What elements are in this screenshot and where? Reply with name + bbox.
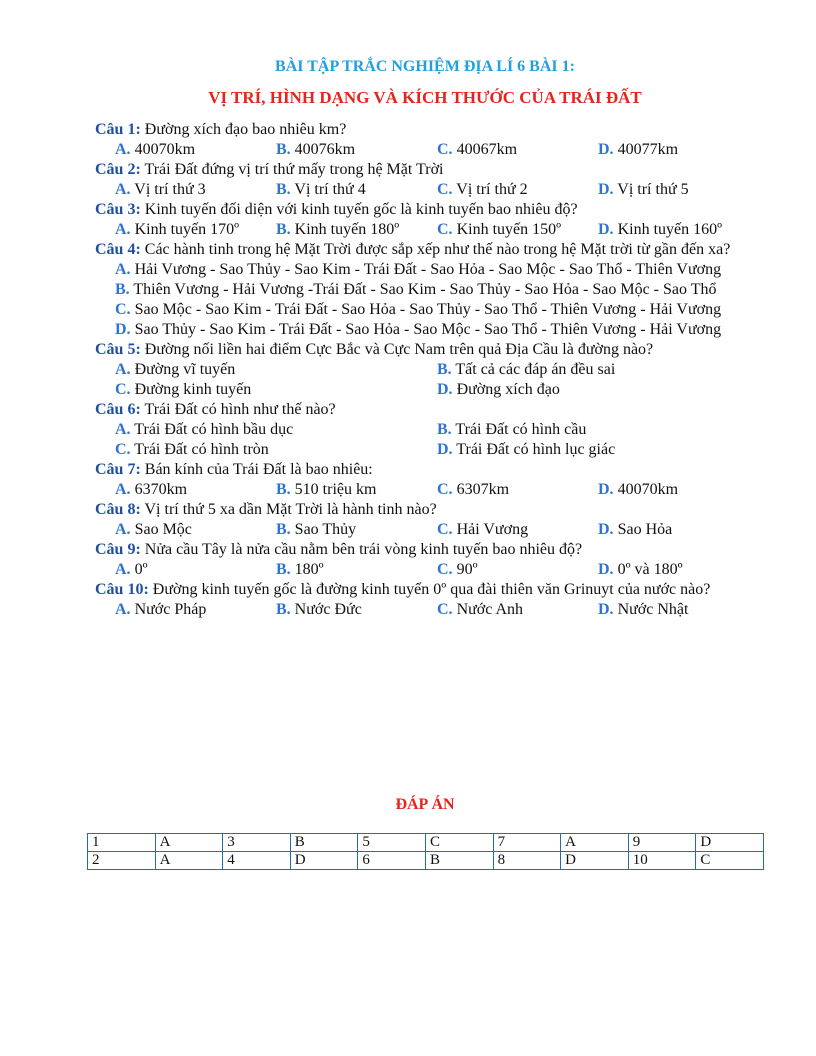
option-d: D. 40077km [598, 141, 679, 158]
question-label: Câu 6: [95, 401, 141, 418]
option-b: B. Kinh tuyến 180º [276, 221, 400, 238]
option-row [95, 440, 757, 460]
question-text: Vị trí thứ 5 xa dần Mặt Trời là hành tinh nào? [140, 501, 437, 518]
option-d: D. Đường xích đạo [437, 381, 560, 398]
question-list [95, 120, 757, 620]
question-text: Các hành tinh trong hệ Mặt Trời được sắp xếp như thế nào trong hệ Mặt trời từ gần đến xa? [140, 241, 731, 258]
option-row [95, 220, 757, 240]
option-a: A. Kinh tuyến 170º [115, 221, 240, 238]
option-b: B. Trái Đất có hình cầu [437, 421, 587, 438]
question-text: Đường nối liền hai điểm Cực Bắc và Cực Nam trên quả Địa Cầu là đường nào? [140, 341, 654, 358]
option-a: A. 6370km [115, 481, 188, 498]
table-cell: 1 [88, 834, 156, 852]
table-cell: C [696, 852, 764, 870]
table-cell: 10 [628, 852, 696, 870]
option-b: B. Vị trí thứ 4 [276, 181, 366, 198]
option-c: C. Vị trí thứ 2 [437, 181, 528, 198]
question-2 [95, 160, 757, 200]
option-b: B. 180º [276, 561, 324, 578]
question-text: Kinh tuyến đối diện với kinh tuyến gốc là kinh tuyến bao nhiêu độ? [140, 201, 578, 218]
question-9 [95, 540, 757, 580]
option-b: B. Sao Thủy [276, 521, 357, 538]
option-b: B. Thiên Vương - Hải Vương -Trái Đất - Sao Kim - Sao Thủy - Sao Hỏa - Sao Mộc - Sao Thổ [115, 281, 717, 298]
question-text: Nửa cầu Tây là nửa cầu nằm bên trái vòng kinh tuyến bao nhiêu độ? [140, 541, 583, 558]
option-row [95, 180, 757, 200]
option-c: C. Đường kinh tuyến [115, 381, 252, 398]
option-d: D. Sao Thủy - Sao Kim - Trái Đất - Sao Hỏa - Sao Mộc - Sao Thổ - Thiên Vương - Hải Vương [115, 321, 722, 338]
question-label: Câu 9: [95, 541, 141, 558]
option-a: A. Trái Đất có hình bầu dục [115, 421, 294, 438]
option-d: D. Trái Đất có hình lục giác [437, 441, 616, 458]
option-b: B. 40076km [276, 141, 356, 158]
question-label: Câu 8: [95, 501, 141, 518]
table-cell: B [290, 834, 358, 852]
table-cell: 2 [88, 852, 156, 870]
option-a: A. Hải Vương - Sao Thủy - Sao Kim - Trái Đất - Sao Hỏa - Sao Mộc - Sao Thổ - Thiên Vương [115, 261, 722, 278]
question-label: Câu 10: [95, 581, 149, 598]
worksheet-title: BÀI TẬP TRẮC NGHIỆM ĐỊA LÍ 6 BÀI 1: [275, 58, 575, 75]
option-b: B. Nước Đức [276, 601, 362, 618]
question-label: Câu 1: [95, 121, 141, 138]
question-1 [95, 120, 757, 160]
option-a: A. Nước Pháp [115, 601, 207, 618]
table-cell: D [696, 834, 764, 852]
question-text: Đường xích đạo bao nhiêu km? [140, 121, 347, 138]
table-cell: D [290, 852, 358, 870]
question-text: Đường kinh tuyến gốc là đường kinh tuyến 0º qua đài thiên văn Grinuyt của nước nào? [148, 581, 711, 598]
table-cell: 3 [223, 834, 291, 852]
question-4 [95, 240, 757, 340]
question-text: Trái Đất đứng vị trí thứ mấy trong hệ Mặt Trời [140, 161, 444, 178]
option-a: A. Sao Mộc [115, 521, 192, 538]
question-3 [95, 200, 757, 240]
option-c: C. Sao Mộc - Sao Kim - Trái Đất - Sao Hỏa - Sao Thủy - Sao Thổ - Thiên Vương - Hải Vương [115, 301, 722, 318]
question-8 [95, 500, 757, 540]
option-d: D. 0º và 180º [598, 561, 683, 578]
option-c: C. Hải Vương [437, 521, 529, 538]
answer-key-title: ĐÁP ÁN [395, 796, 455, 813]
answer-key-table [87, 833, 764, 870]
option-c: C. Trái Đất có hình tròn [115, 441, 269, 458]
option-d: D. Kinh tuyến 160º [598, 221, 723, 238]
question-text: Bán kính của Trái Đất là bao nhiêu: [140, 461, 373, 478]
option-a: A. 0º [115, 561, 148, 578]
option-c: C. Kinh tuyến 150º [437, 221, 562, 238]
option-row [95, 140, 757, 160]
table-cell: 4 [223, 852, 291, 870]
table-cell: 6 [358, 852, 426, 870]
option-row [95, 600, 757, 620]
option-row [95, 480, 757, 500]
question-text: Trái Đất có hình như thế nào? [140, 401, 336, 418]
question-label: Câu 5: [95, 341, 141, 358]
option-row [95, 560, 757, 580]
table-cell: 5 [358, 834, 426, 852]
option-row [95, 380, 757, 400]
table-cell: A [155, 834, 223, 852]
option-c: C. Nước Anh [437, 601, 524, 618]
option-row [95, 360, 757, 380]
option-b: B. 510 triệu km [276, 481, 377, 498]
question-label: Câu 3: [95, 201, 141, 218]
option-row [95, 420, 757, 440]
question-7 [95, 460, 757, 500]
table-cell: A [155, 852, 223, 870]
question-10 [95, 580, 757, 620]
question-label: Câu 4: [95, 241, 141, 258]
table-cell: 8 [493, 852, 561, 870]
table-row [88, 834, 764, 852]
worksheet-subtitle: VỊ TRÍ, HÌNH DẠNG VÀ KÍCH THƯỚC CỦA TRÁI ĐẤT [208, 88, 642, 107]
question-label: Câu 7: [95, 461, 141, 478]
option-c: C. 6307km [437, 481, 510, 498]
table-cell: C [425, 834, 493, 852]
option-a: A. Đường vĩ tuyến [115, 361, 236, 378]
question-label: Câu 2: [95, 161, 141, 178]
option-d: D. Sao Hỏa [598, 521, 673, 538]
table-cell: A [561, 834, 629, 852]
option-d: D. 40070km [598, 481, 679, 498]
option-d: D. Vị trí thứ 5 [598, 181, 689, 198]
table-cell: 9 [628, 834, 696, 852]
option-row [95, 520, 757, 540]
option-a: A. 40070km [115, 141, 196, 158]
table-row [88, 852, 764, 870]
option-c: C. 40067km [437, 141, 518, 158]
option-d: D. Nước Nhật [598, 601, 689, 618]
question-6 [95, 400, 757, 460]
table-cell: B [425, 852, 493, 870]
option-b: B. Tất cả các đáp án đều sai [437, 361, 616, 378]
table-cell: D [561, 852, 629, 870]
question-5 [95, 340, 757, 400]
option-a: A. Vị trí thứ 3 [115, 181, 206, 198]
option-c: C. 90º [437, 561, 478, 578]
table-cell: 7 [493, 834, 561, 852]
